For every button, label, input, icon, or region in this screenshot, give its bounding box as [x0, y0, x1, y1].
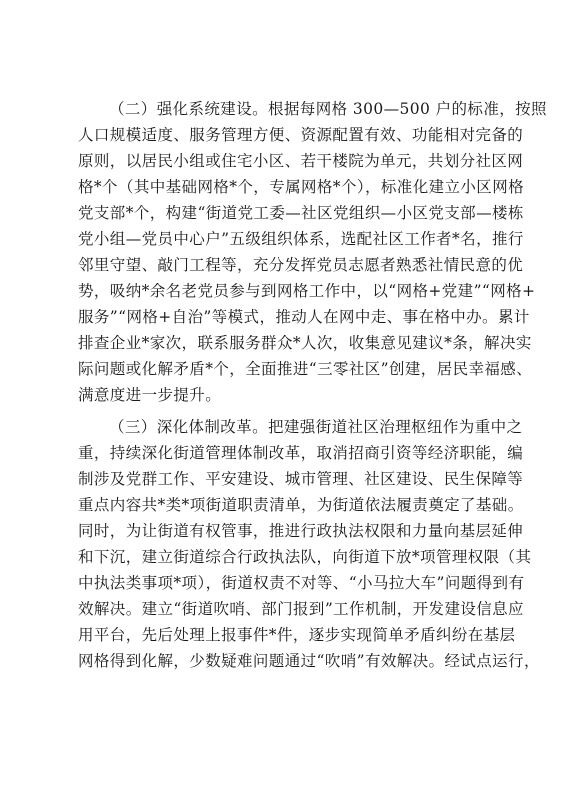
text-line: 效解决。建立“街道吹哨、部门报到”工作机制，开发建设信息应 [78, 600, 524, 618]
text-line: 制涉及党群工作、平安建设、城市管理、社区建设、民生保障等 [78, 470, 524, 488]
text-line: 和下沉，建立街道综合行政执法队，向街道下放*项管理权限（其 [78, 548, 532, 566]
text-line: 党支部*个，构建“街道党工委—社区党组织—小区党支部—楼栋 [78, 204, 524, 222]
text-line: 邻里守望、敲门工程等，充分发挥党员志愿者熟悉社情民意的优 [78, 256, 524, 274]
text-line: 党小组—党员中心户”五级组织体系，选配社区工作者*名，推行 [78, 230, 524, 248]
text-line: 势，吸纳*余名老党员参与到网格工作中，以“网格+党建”“网格+ [78, 282, 536, 300]
text-line: 服务”“网格+自治”等模式，推动人在网中走、事在格中办。累计 [78, 308, 530, 326]
text-line: 原则，以居民小组或住宅小区、若干楼院为单元，共划分社区网 [78, 152, 524, 170]
text-line: （三）深化体制改革。把建强街道社区治理枢纽作为重中之 [109, 418, 523, 436]
text-line: 网格得到化解，少数疑难问题通过“吹哨”有效解决。经试点运行， [78, 652, 540, 670]
paragraph-system-building [78, 96, 547, 408]
text-line: （二）强化系统建设。根据每网格 300—500 户的标准，按照 [109, 100, 547, 118]
text-line: 格*个（其中基础网格*个，专属网格*个），标准化建立小区网格 [78, 178, 525, 196]
text-line: 际问题或化解矛盾*个，全面推进“三零社区”创建，居民幸福感、 [78, 360, 533, 378]
paragraph-system-reform [78, 414, 540, 674]
text-line: 重点内容共*类*项街道职责清单，为街道依法履责奠定了基础。 [78, 496, 524, 514]
text-line: 中执法类事项*项），街道权责不对等、“小马拉大车”问题得到有 [78, 574, 525, 592]
text-line: 人口规模适度、服务管理方便、资源配置有效、功能相对完备的 [78, 126, 524, 144]
text-line: 用平台，先后处理上报事件*件，逐步实现简单矛盾纠纷在基层 [78, 626, 516, 644]
text-line: 满意度进一步提升。 [78, 386, 222, 404]
text-line: 同时，为让街道有权管事，推进行政执法权限和力量向基层延伸 [78, 522, 524, 540]
text-line: 重，持续深化街道管理体制改革，取消招商引资等经济职能，编 [78, 444, 524, 462]
text-line: 排查企业*家次，联系服务群众*人次，收集意见建议*条，解决实 [78, 334, 532, 352]
document-body [78, 96, 547, 674]
